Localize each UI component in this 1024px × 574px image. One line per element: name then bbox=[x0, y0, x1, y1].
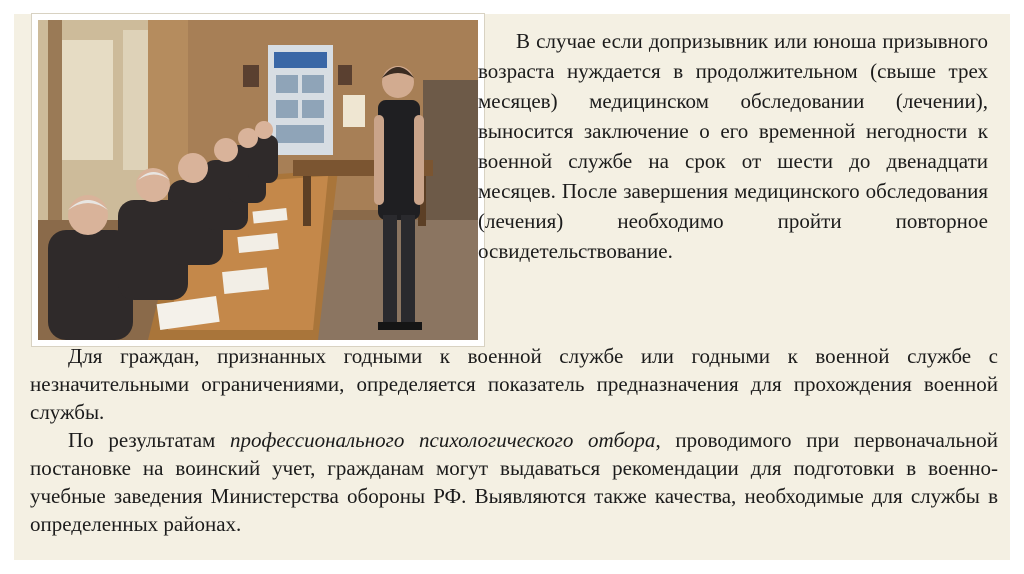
psychological-selection-emphasis: профессионального психологического отбора bbox=[230, 428, 656, 452]
bottom-text-block bbox=[30, 342, 998, 538]
paragraph-3-end: , проводимого при первоначальной постановке на воинский учет, гражданам могут выдаваться рекомендации для подготовки в военно-учебные заведения Министерства обороны РФ. Выявляются также качества, необходимые для службы в определенных районах. bbox=[30, 428, 999, 536]
slide bbox=[14, 14, 1010, 560]
top-text-block bbox=[478, 26, 988, 266]
paragraph-temporary-unfitness: В случае если допризывник или юноша призывного возраста нуждается в продолжительном (свыше трех месяцев) медицинском обследовании (лечении), выносится заключение о его временной негодности к военной службе на срок от шести до двенадцати месяцев. После завершения медицинского обследования (лечения) необходимо пройти повторное освидетельствование. bbox=[478, 29, 988, 263]
paragraph-3-start: По результатам bbox=[68, 428, 231, 452]
commission-meeting-photo bbox=[32, 14, 484, 346]
paragraph-service-designation: Для граждан, признанных годными к военной службе или годными к военной службе с незначительными ограничениями, определяется показатель предназначения для прохождения военной службы. bbox=[30, 344, 998, 424]
paragraph-psychological-selection bbox=[30, 426, 998, 538]
